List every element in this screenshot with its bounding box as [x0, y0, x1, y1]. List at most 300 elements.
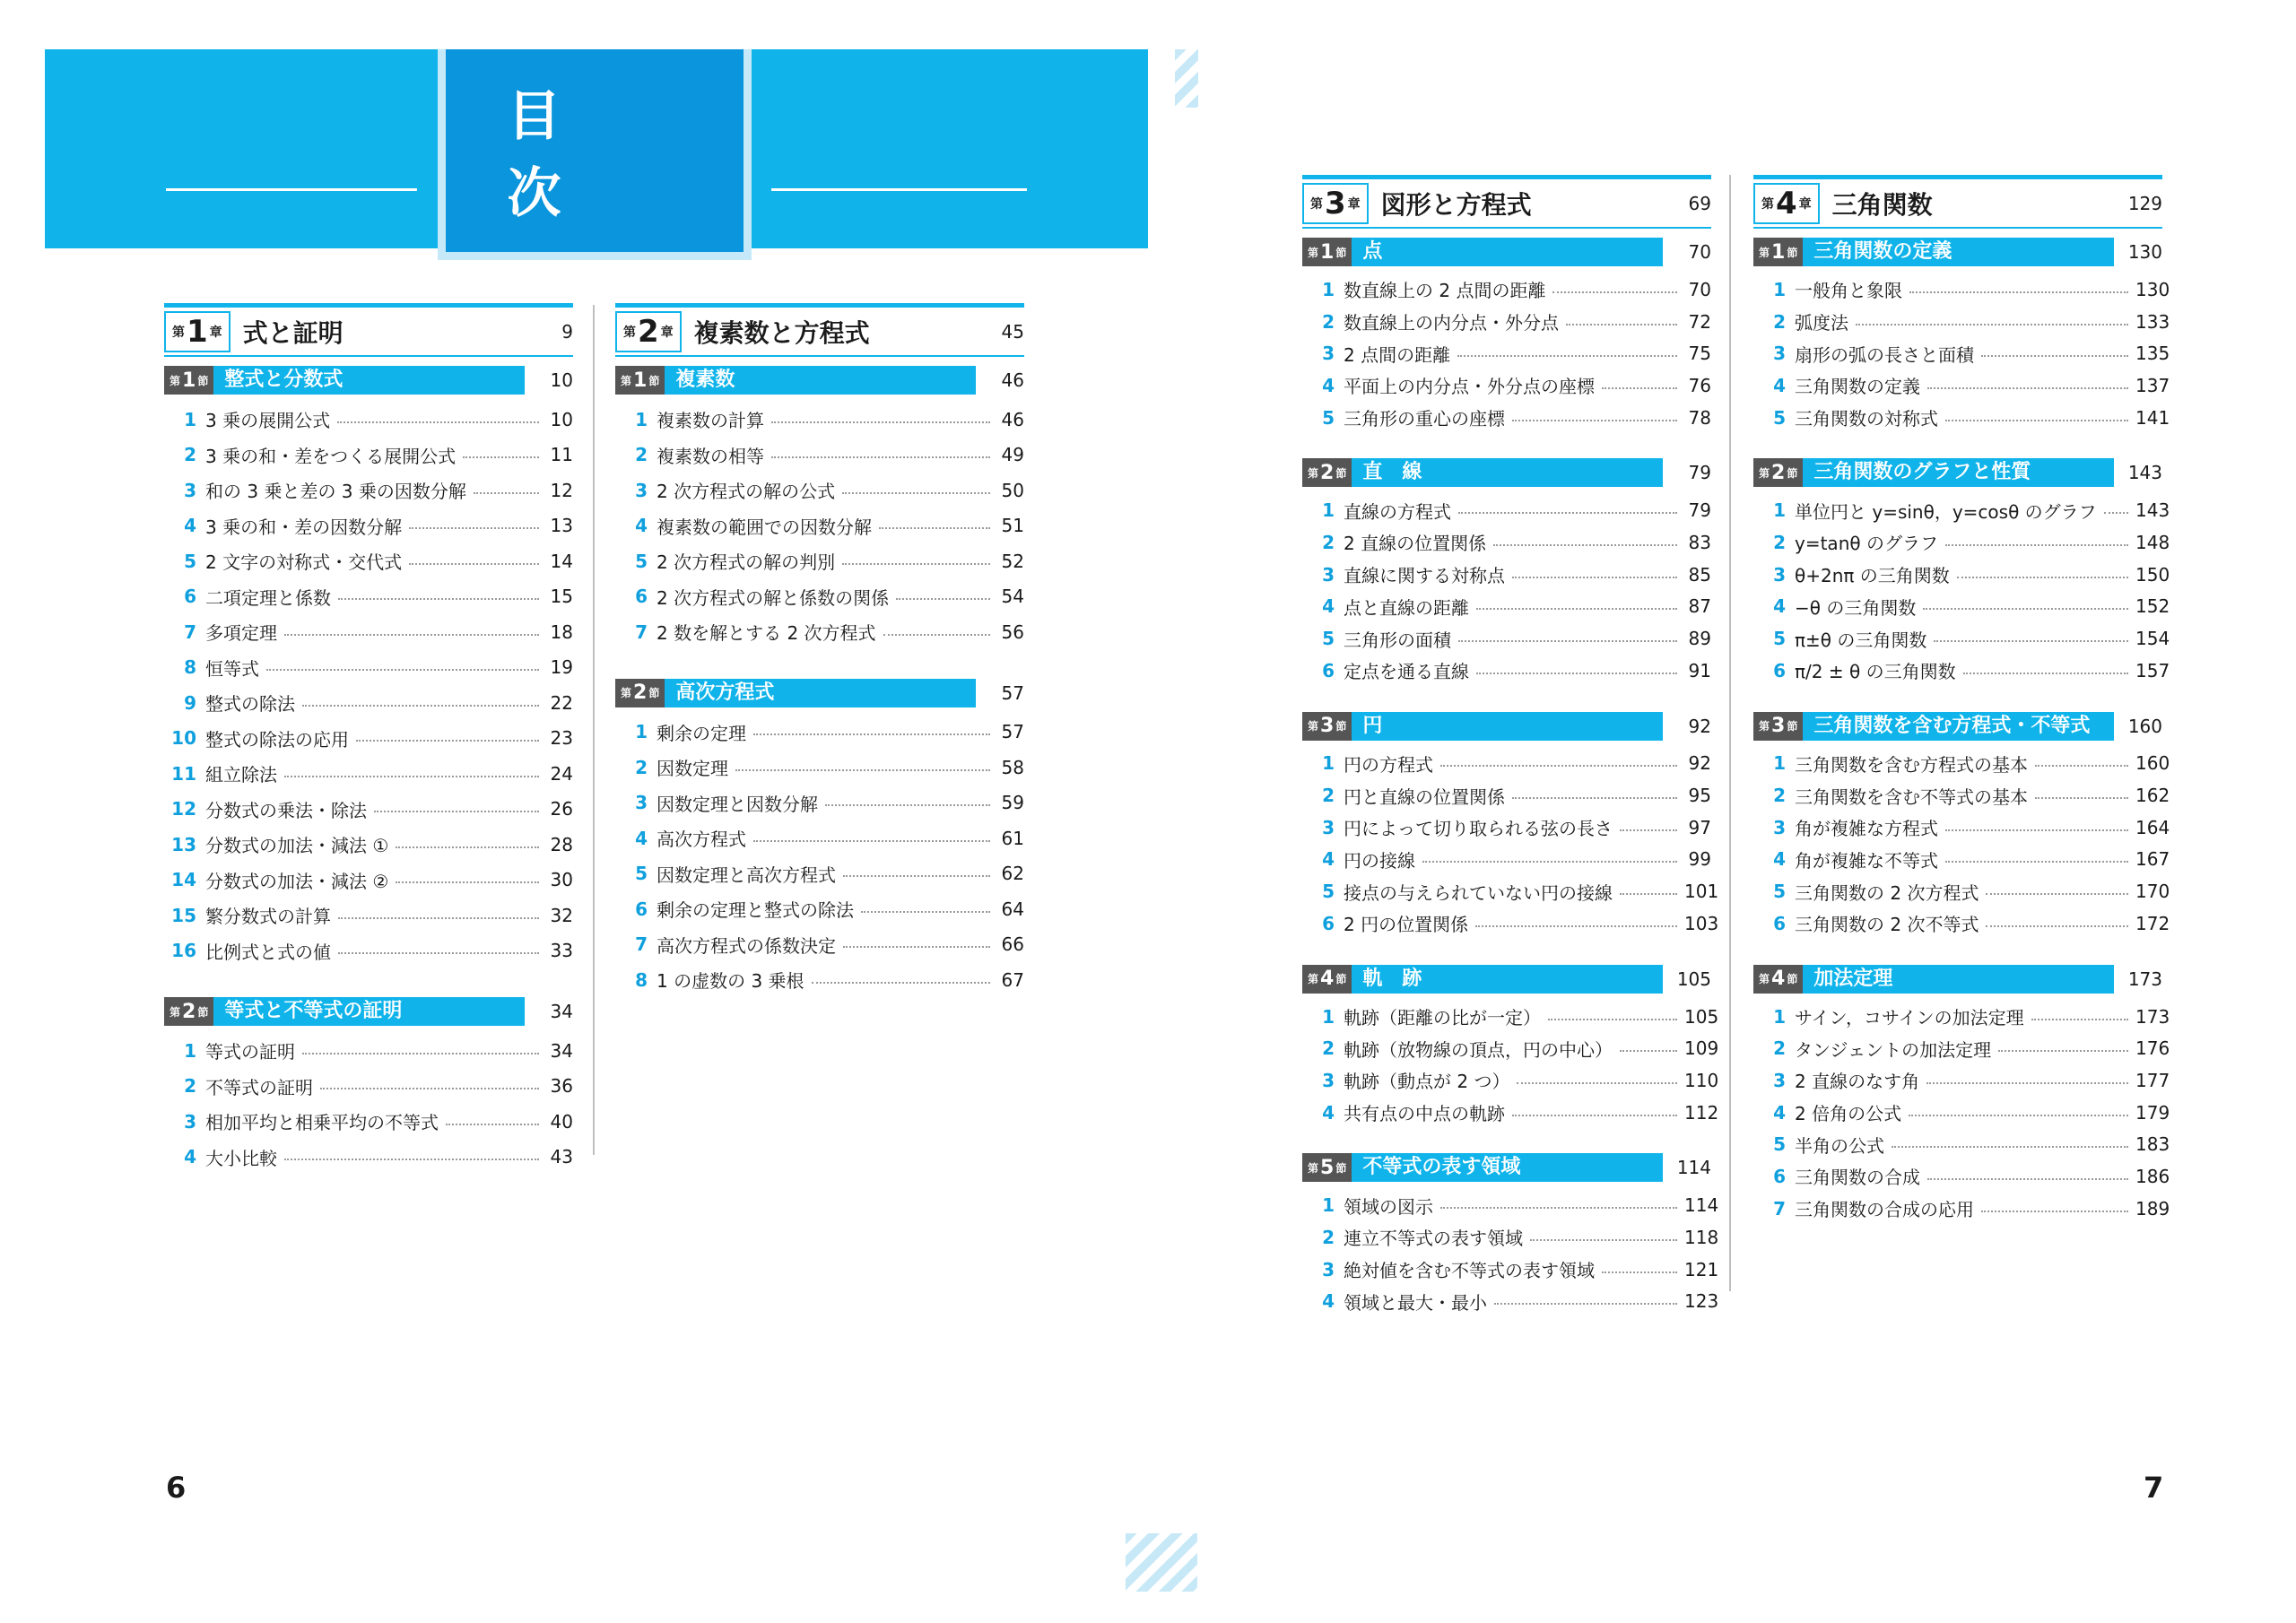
toc-entry[interactable] [1302, 1189, 1719, 1221]
dot-leader [771, 456, 990, 458]
entry-title: 一般角と象限 [1795, 280, 1902, 302]
entry-title: 分数式の乗法・除法 [205, 799, 367, 821]
toc-entry[interactable] [1753, 369, 2170, 402]
entry-number: 1 [1322, 278, 1335, 300]
dot-leader [861, 911, 990, 913]
toc-entry[interactable] [164, 685, 573, 721]
entry-page: 109 [1684, 1037, 1719, 1060]
entry-page: 154 [2135, 628, 2170, 650]
entry-title: 繁分数式の計算 [205, 906, 331, 928]
entry-title: 三角形の重心の座標 [1344, 408, 1505, 430]
section-page: 79 [1688, 462, 1711, 484]
toc-entry[interactable] [615, 856, 1024, 892]
entry-title: 定点を通る直線 [1344, 661, 1469, 683]
toc-entry[interactable] [1753, 1097, 2170, 1129]
toc-entry[interactable] [615, 891, 1024, 927]
toc-entry[interactable] [1753, 622, 2170, 655]
entry-title: 分数式の加法・減法 ② [205, 870, 389, 892]
dot-leader [753, 733, 990, 735]
section-title[interactable]: 整式と分数式 [213, 366, 525, 395]
entry-number: 5 [1322, 628, 1335, 650]
dot-leader [1548, 1019, 1677, 1020]
toc-entry[interactable] [164, 756, 573, 792]
entry-page: 12 [550, 479, 573, 501]
toc-entry[interactable] [1753, 907, 2170, 940]
dot-leader [1512, 797, 1677, 799]
toc-entry[interactable] [615, 508, 1024, 544]
section-title[interactable]: 円 [1352, 712, 1663, 741]
dot-leader [812, 982, 990, 984]
section-suffix: 節 [1335, 466, 1347, 480]
toc-entry[interactable] [615, 820, 1024, 856]
section-suffix: 節 [1335, 246, 1347, 259]
dot-leader [1458, 512, 1677, 514]
dot-leader [879, 527, 990, 529]
entry-title: 3 乗の展開公式 [205, 410, 331, 432]
toc-entry[interactable] [1753, 337, 2170, 369]
section-badge [164, 997, 213, 1026]
section-badge [164, 366, 213, 395]
entry-page: 112 [1684, 1101, 1719, 1124]
entry-title: 点と直線の距離 [1344, 596, 1469, 619]
toc-entry[interactable] [1753, 1193, 2170, 1225]
section-badge [1753, 238, 1803, 266]
toc-entry[interactable] [1753, 559, 2170, 591]
entry-number: 2 [1322, 785, 1335, 807]
dot-leader [1512, 420, 1677, 421]
entry-number: 2 [635, 444, 648, 466]
toc-entry[interactable] [164, 579, 573, 615]
entry-number: 3 [1322, 1258, 1335, 1280]
toc-entry[interactable] [1753, 875, 2170, 907]
toc-entry[interactable] [615, 579, 1024, 615]
entry-title: 整式の除法 [205, 693, 295, 716]
dot-leader [2031, 1019, 2128, 1020]
section-badge [1302, 712, 1352, 741]
toc-entry[interactable] [1753, 1128, 2170, 1160]
dot-leader [1909, 1115, 2128, 1116]
chapter-number: 2 [638, 313, 659, 350]
entry-number: 9 [184, 691, 196, 714]
toc-entry[interactable] [1302, 1064, 1719, 1097]
entry-page: 150 [2135, 563, 2170, 586]
section-page: 160 [2127, 715, 2162, 737]
toc-entry[interactable] [1302, 1097, 1719, 1129]
toc-entry[interactable] [164, 1069, 573, 1105]
section-page: 92 [1688, 715, 1711, 737]
chapter-suffix: 章 [1798, 196, 1812, 212]
toc-entry[interactable] [164, 543, 573, 579]
entry-number: 4 [1773, 595, 1786, 618]
entry-title: 数直線上の 2 点間の距離 [1344, 280, 1546, 302]
toc-entry[interactable] [1753, 1001, 2170, 1033]
entry-page: 91 [1688, 659, 1711, 681]
entry-title: 円の方程式 [1344, 753, 1433, 776]
toc-entry[interactable] [1753, 526, 2170, 559]
toc-entry[interactable] [1302, 779, 1711, 812]
dot-leader [396, 881, 539, 883]
entry-page: 11 [550, 444, 573, 466]
section-title[interactable]: 複素数 [665, 366, 976, 395]
section-prefix: 第 [1308, 720, 1319, 733]
entry-number: 2 [1773, 1037, 1786, 1060]
toc-entry[interactable] [164, 1033, 573, 1069]
entry-number: 5 [635, 550, 648, 572]
entry-title: 高次方程式 [657, 829, 746, 851]
section-title[interactable]: 三角関数の定義 [1803, 238, 2114, 266]
chapter-page: 45 [1001, 320, 1024, 343]
entry-title: 円の接線 [1344, 849, 1415, 872]
section-title[interactable]: 点 [1352, 238, 1663, 266]
entry-page: 176 [2135, 1037, 2170, 1060]
section-badge [1302, 965, 1352, 994]
toc-column-1 [164, 303, 573, 1175]
dot-leader [1458, 640, 1677, 642]
dot-leader [1512, 1115, 1677, 1116]
section-number: 4 [1320, 968, 1335, 991]
entry-page: 105 [1684, 1005, 1719, 1028]
chapter-badge [615, 311, 682, 352]
title-box [438, 49, 752, 260]
entry-title: 単位円と y=sinθ，y=cosθ のグラフ [1795, 500, 2097, 523]
dot-leader [1517, 1082, 1677, 1084]
entry-title: 三角関数の 2 次不等式 [1795, 914, 1979, 936]
toc-entry[interactable] [1302, 306, 1711, 338]
entry-title: 分数式の加法・減法 ① [205, 835, 389, 857]
section-number: 1 [1320, 240, 1335, 264]
section-page: 105 [1676, 968, 1711, 990]
toc-entry[interactable] [615, 402, 1024, 438]
toc-entry[interactable] [1302, 402, 1711, 434]
toc-entry[interactable] [1302, 1001, 1719, 1033]
entry-page: 167 [2135, 848, 2170, 871]
toc-entry[interactable] [1302, 1221, 1719, 1254]
entry-page: 49 [1001, 444, 1024, 466]
entry-page: 85 [1688, 563, 1711, 586]
toc-entry[interactable] [164, 898, 573, 933]
toc-entry[interactable] [164, 650, 573, 686]
dot-leader [1963, 673, 2128, 674]
section-number: 2 [1320, 461, 1335, 484]
chapter-title[interactable]: 式と証明 [242, 317, 344, 348]
dot-leader [1440, 765, 1677, 767]
entry-page: 141 [2135, 406, 2170, 429]
entry-title: 2 文字の対称式・交代式 [205, 551, 403, 574]
section-page: 46 [1001, 369, 1024, 391]
dot-leader [2035, 797, 2128, 799]
toc-entry[interactable] [1302, 369, 1711, 402]
entry-title: 剰余の定理 [657, 722, 746, 744]
toc-entry[interactable] [1302, 844, 1711, 876]
chapter-number: 3 [1325, 185, 1346, 221]
entry-page: 56 [1001, 621, 1024, 643]
toc-entry[interactable] [1753, 844, 2170, 876]
toc-entry[interactable] [1753, 812, 2170, 844]
entry-number: 13 [171, 833, 196, 855]
toc-entry[interactable] [164, 827, 573, 863]
entry-title: 恒等式 [205, 657, 259, 680]
section-prefix: 第 [1308, 1161, 1319, 1175]
entry-title: 三角関数の合成 [1795, 1167, 1920, 1189]
dot-leader [825, 804, 990, 806]
entry-title: 等式の証明 [205, 1041, 295, 1063]
entry-page: 32 [550, 904, 573, 926]
entry-page: 50 [1001, 479, 1024, 501]
entry-number: 1 [1773, 1005, 1786, 1028]
toc-entry[interactable] [1753, 591, 2170, 623]
toc-entry[interactable] [615, 927, 1024, 963]
chapter-number: 4 [1776, 185, 1797, 221]
entry-number: 4 [1322, 595, 1335, 618]
entry-number: 5 [635, 863, 648, 885]
chapter-badge [164, 311, 230, 352]
entry-page: 26 [550, 798, 573, 820]
entry-page: 66 [1001, 933, 1024, 956]
toc-entry[interactable] [1302, 337, 1711, 369]
entry-page: 186 [2135, 1165, 2170, 1187]
entry-title: 不等式の証明 [205, 1076, 313, 1098]
entry-page: 19 [550, 656, 573, 679]
entry-page: 43 [550, 1146, 573, 1168]
entry-number: 6 [1322, 912, 1335, 934]
entry-title: 和の 3 乗と差の 3 乗の因数分解 [205, 481, 466, 503]
toc-entry[interactable] [164, 402, 573, 438]
toc-entry[interactable] [1753, 306, 2170, 338]
entry-number: 5 [1322, 406, 1335, 429]
section-title[interactable]: 高次方程式 [665, 679, 976, 707]
entry-number: 3 [1773, 1069, 1786, 1091]
dot-leader [896, 598, 990, 600]
entry-page: 177 [2135, 1069, 2170, 1091]
chapter-prefix: 第 [623, 325, 636, 340]
section-title[interactable]: 三角関数を含む方程式・不等式 [1803, 712, 2114, 741]
section-title[interactable]: 加法定理 [1803, 965, 2114, 994]
entry-number: 5 [184, 550, 196, 572]
entry-page: 103 [1684, 912, 1719, 934]
entry-number: 2 [1322, 531, 1335, 553]
section-title[interactable]: 等式と不等式の証明 [213, 997, 525, 1026]
entry-title: 複素数の計算 [657, 410, 764, 432]
entry-number: 7 [635, 621, 648, 643]
dot-leader [771, 421, 990, 423]
entry-title: 数直線上の内分点・外分点 [1344, 312, 1559, 334]
entry-number: 1 [184, 1039, 196, 1062]
entry-number: 16 [171, 940, 196, 962]
entry-page: 160 [2135, 752, 2170, 775]
section-title[interactable]: 軌 跡 [1352, 965, 1663, 994]
entry-page: 24 [550, 762, 573, 785]
entry-page: 18 [550, 621, 573, 643]
section-header [1302, 1153, 1711, 1182]
entry-title: 共有点の中点の軌跡 [1344, 1103, 1505, 1125]
entry-title: 因数定理と高次方程式 [657, 864, 836, 886]
chapter-prefix: 第 [1310, 196, 1323, 212]
entry-page: 61 [1001, 827, 1024, 849]
toc-entry[interactable] [615, 614, 1024, 650]
dot-leader [1476, 673, 1677, 674]
toc-entry[interactable] [1302, 526, 1711, 559]
entry-number: 3 [184, 479, 196, 501]
toc-entry[interactable] [1302, 748, 1711, 780]
section-suffix: 節 [1787, 246, 1798, 259]
toc-entry[interactable] [164, 473, 573, 508]
entry-title: タンジェントの加法定理 [1795, 1038, 1992, 1061]
toc-entry[interactable] [1302, 494, 1711, 526]
toc-entry[interactable] [615, 962, 1024, 998]
entry-number: 4 [635, 827, 648, 849]
dot-leader [883, 634, 990, 636]
entry-number: 6 [184, 586, 196, 608]
toc-entry[interactable] [1753, 779, 2170, 812]
entry-page: 172 [2135, 912, 2170, 934]
entry-number: 1 [1322, 1005, 1335, 1028]
entry-title: 三角関数の対称式 [1795, 408, 1938, 430]
section-prefix: 第 [1759, 973, 1770, 986]
toc-entry[interactable] [1753, 494, 2170, 526]
toc-entry[interactable] [164, 933, 573, 969]
section-title[interactable]: 直 線 [1352, 458, 1663, 487]
toc-entry[interactable] [615, 750, 1024, 785]
entry-page: 162 [2135, 785, 2170, 807]
toc-entry[interactable] [1302, 1032, 1719, 1064]
toc-entry[interactable] [164, 863, 573, 898]
entry-number: 15 [171, 904, 196, 926]
entry-title: 2 次方程式の解の公式 [657, 481, 836, 503]
dot-leader [1945, 544, 2128, 546]
toc-entry[interactable] [164, 792, 573, 828]
toc-entry[interactable] [615, 473, 1024, 508]
dot-leader [1422, 861, 1677, 863]
toc-entry[interactable] [1753, 1160, 2170, 1193]
section-prefix: 第 [621, 374, 632, 387]
entry-number: 3 [1322, 343, 1335, 365]
entry-page: 40 [550, 1110, 573, 1133]
toc-entry[interactable] [1302, 1254, 1719, 1286]
entry-page: 64 [1001, 898, 1024, 920]
section-page: 34 [550, 1001, 573, 1022]
entry-number: 6 [635, 898, 648, 920]
toc-entry[interactable] [1753, 273, 2170, 306]
toc-entry[interactable] [164, 1104, 573, 1140]
toc-entry[interactable] [1753, 655, 2170, 687]
entry-page: 179 [2135, 1101, 2170, 1124]
toc-entry[interactable] [1753, 748, 2170, 780]
section-number: 1 [182, 369, 196, 392]
entry-title: 軌跡（動点が 2 つ） [1344, 1071, 1510, 1093]
section-prefix: 第 [170, 1005, 181, 1019]
toc-entry[interactable] [615, 715, 1024, 751]
entry-title: 領域と最大・最小 [1344, 1291, 1487, 1314]
dot-leader [1934, 640, 2128, 642]
toc-entry[interactable] [1753, 1032, 2170, 1064]
entry-number: 6 [1773, 912, 1786, 934]
section-header [1302, 238, 1711, 266]
toc-entry[interactable] [1302, 273, 1711, 306]
entry-page: 70 [1688, 278, 1711, 300]
entry-number: 11 [171, 762, 196, 785]
section-title[interactable]: 三角関数のグラフと性質 [1803, 458, 2114, 487]
dot-leader [409, 527, 539, 529]
toc-entry[interactable] [1302, 875, 1719, 907]
toc-entry[interactable] [1302, 907, 1719, 940]
entry-page: 78 [1688, 406, 1711, 429]
entry-title: 相加平均と相乗平均の不等式 [205, 1112, 439, 1134]
section-badge [1302, 458, 1352, 487]
page-title: 目 次 [507, 85, 750, 225]
toc-entry[interactable] [164, 508, 573, 544]
entry-page: 118 [1684, 1226, 1719, 1248]
column-divider [1729, 175, 1731, 1291]
entry-title: 因数定理 [657, 758, 728, 780]
section-number: 3 [1320, 715, 1335, 738]
entry-number: 14 [171, 869, 196, 891]
entry-number: 1 [1773, 278, 1786, 300]
section-prefix: 第 [1759, 720, 1770, 733]
entry-title: 1 の虚数の 3 乗根 [657, 970, 804, 993]
entry-number: 3 [1773, 563, 1786, 586]
dot-leader [1986, 925, 2128, 927]
toc-entry[interactable] [1753, 1064, 2170, 1097]
toc-entry[interactable] [1302, 559, 1711, 591]
entry-title: 因数定理と因数分解 [657, 793, 818, 815]
dot-leader [320, 1088, 539, 1089]
section-title[interactable]: 不等式の表す領域 [1352, 1153, 1663, 1182]
toc-entry[interactable] [615, 785, 1024, 821]
dot-leader [1457, 355, 1677, 357]
dot-leader [1856, 324, 2128, 325]
section-suffix: 節 [1335, 1161, 1347, 1175]
chapter-title[interactable]: 三角関数 [1831, 189, 1933, 220]
toc-entry[interactable] [1302, 655, 1711, 687]
dot-leader [1552, 291, 1677, 293]
dot-leader [842, 492, 990, 494]
entry-page: 76 [1688, 374, 1711, 396]
entry-page: 15 [550, 586, 573, 608]
toc-entry[interactable] [1302, 1286, 1719, 1318]
toc-entry[interactable] [1302, 622, 1711, 655]
chapter-title[interactable]: 図形と方程式 [1380, 189, 1532, 220]
entry-number: 6 [1773, 659, 1786, 681]
entry-title: 大小比較 [205, 1147, 277, 1169]
section-prefix: 第 [1308, 466, 1319, 480]
entry-page: 13 [550, 515, 573, 537]
section-badge [1753, 712, 1803, 741]
entry-title: 三角関数の合成の応用 [1795, 1199, 1974, 1221]
toc-entry[interactable] [164, 438, 573, 473]
entry-number: 1 [184, 408, 196, 430]
toc-entry[interactable] [164, 614, 573, 650]
toc-entry[interactable] [615, 543, 1024, 579]
entry-title: 三角関数を含む方程式の基本 [1795, 753, 2028, 776]
section-badge [615, 366, 665, 395]
entry-number: 12 [171, 798, 196, 820]
entry-page: 34 [550, 1039, 573, 1062]
section-page: 57 [1001, 681, 1024, 704]
entry-number: 3 [1773, 816, 1786, 838]
dot-leader [1927, 387, 2128, 389]
toc-entry[interactable] [164, 1140, 573, 1176]
dot-leader [338, 598, 539, 600]
toc-entry[interactable] [164, 721, 573, 757]
entry-title: π/2 ± θ の三角関数 [1795, 661, 1956, 683]
section-suffix: 節 [1335, 973, 1347, 986]
toc-entry[interactable] [615, 438, 1024, 473]
toc-entry[interactable] [1302, 812, 1711, 844]
toc-entry[interactable] [1753, 402, 2170, 434]
toc-entry[interactable] [1302, 591, 1711, 623]
chapter-title[interactable]: 複素数と方程式 [693, 317, 870, 348]
section-suffix: 節 [648, 687, 660, 699]
